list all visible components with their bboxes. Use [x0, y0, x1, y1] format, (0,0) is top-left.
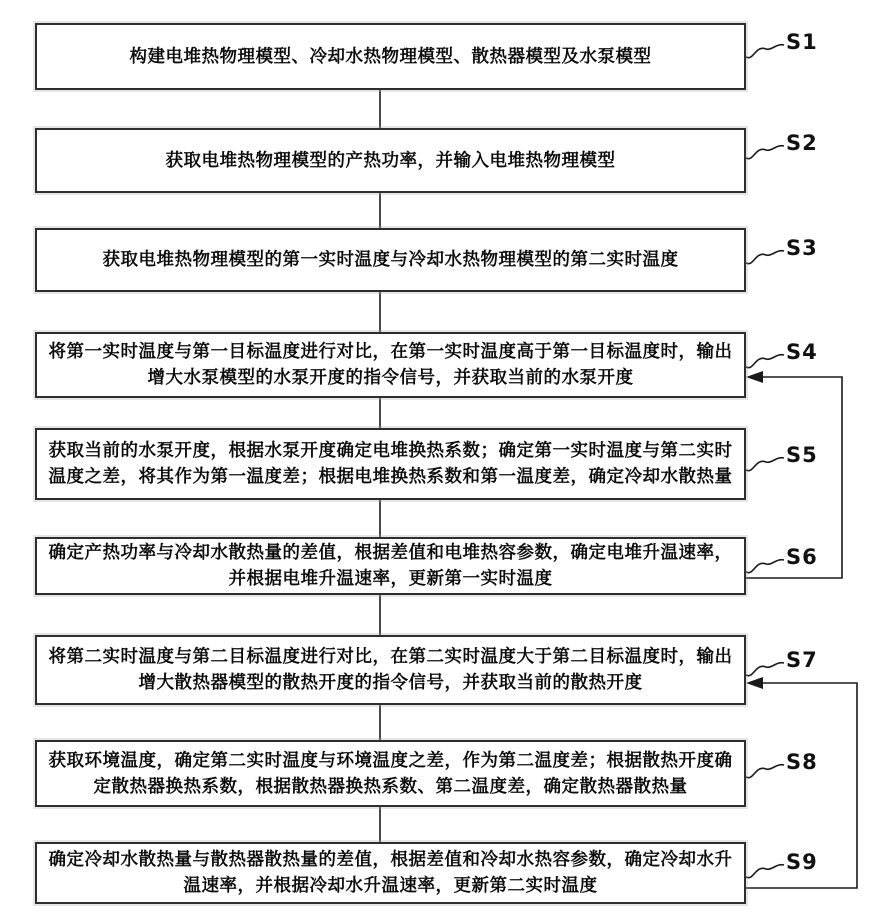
- label-lead-s1: [746, 45, 784, 58]
- step-text-s8: 获取环境温度，确定第二实时温度与环境温度之差，作为第二温度差；根据散热开度确定散热器换热系数，根据散热器换热系数、第二温度差，确定散热器散热量: [48, 750, 733, 797]
- step-box-s7: [35, 635, 746, 705]
- label-lead-s8: [746, 765, 784, 778]
- step-label-s1: S1: [786, 30, 818, 54]
- step-label-s8: S8: [786, 750, 818, 774]
- step-text-s5: 获取当前的水泵开度，根据水泵开度确定电堆换热系数；确定第一实时温度与第二实时温度之差，将其作为第一温度差；根据电堆换热系数和第一温度差，确定冷却水散热量: [48, 441, 733, 487]
- step-label-s2: S2: [786, 131, 818, 155]
- label-lead-s3: [746, 251, 784, 264]
- step-box-s1: [35, 23, 746, 90]
- label-lead-s7: [746, 663, 784, 676]
- step-box-s2: [35, 128, 746, 193]
- step-label-s4: S4: [786, 340, 818, 364]
- label-lead-s9: [746, 865, 784, 878]
- step-box-s4: [35, 332, 746, 398]
- arrowhead-into-s4: [746, 371, 763, 383]
- step-text-s6: 确定产热功率与冷却水散热量的差值，根据差值和电堆热容参数，确定电堆升温速率，并根据电堆升温速率，更新第一实时温度: [48, 543, 733, 589]
- step-text-s7: 将第二实时温度与第二目标温度进行对比，在第二实时温度大于第二目标温度时，输出增大散热器模型的散热开度的指令信号，并获取当前的散热开度: [48, 647, 733, 693]
- step-label-s9: S9: [786, 850, 818, 874]
- label-lead-s2: [746, 146, 784, 159]
- label-lead-s4: [746, 355, 784, 368]
- step-box-s8: [35, 740, 746, 807]
- step-text-s1: 构建电堆热物理模型、冷却水热物理模型、散热器模型及水泵模型: [129, 46, 652, 67]
- step-box-s3: [35, 228, 746, 292]
- step-box-s6: [35, 537, 746, 595]
- step-box-s5: [35, 428, 746, 500]
- step-label-s3: S3: [786, 236, 818, 260]
- step-box-s9: [35, 842, 746, 904]
- label-lead-s5: [746, 458, 784, 471]
- step-label-s5: S5: [786, 443, 818, 467]
- arrowhead-into-s7: [746, 677, 763, 689]
- step-label-s7: S7: [786, 648, 818, 672]
- step-text-s2: 获取电堆热物理模型的产热功率，并输入电堆热物理模型: [165, 150, 616, 171]
- step-text-s4: 将第一实时温度与第一目标温度进行对比，在第一实时温度高于第一目标温度时，输出增大水泵模型的水泵开度的指令信号，并获取当前的水泵开度: [48, 342, 733, 388]
- step-label-s6: S6: [786, 545, 818, 569]
- step-text-s9: 确定冷却水散热量与散热器散热量的差值，根据差值和冷却水热容参数，确定冷却水升温速率，并根据冷却水升温速率，更新第二实时温度: [48, 850, 733, 896]
- label-lead-s6: [746, 560, 784, 573]
- step-text-s3: 获取电堆热物理模型的第一实时温度与冷却水热物理模型的第二实时温度: [102, 250, 679, 270]
